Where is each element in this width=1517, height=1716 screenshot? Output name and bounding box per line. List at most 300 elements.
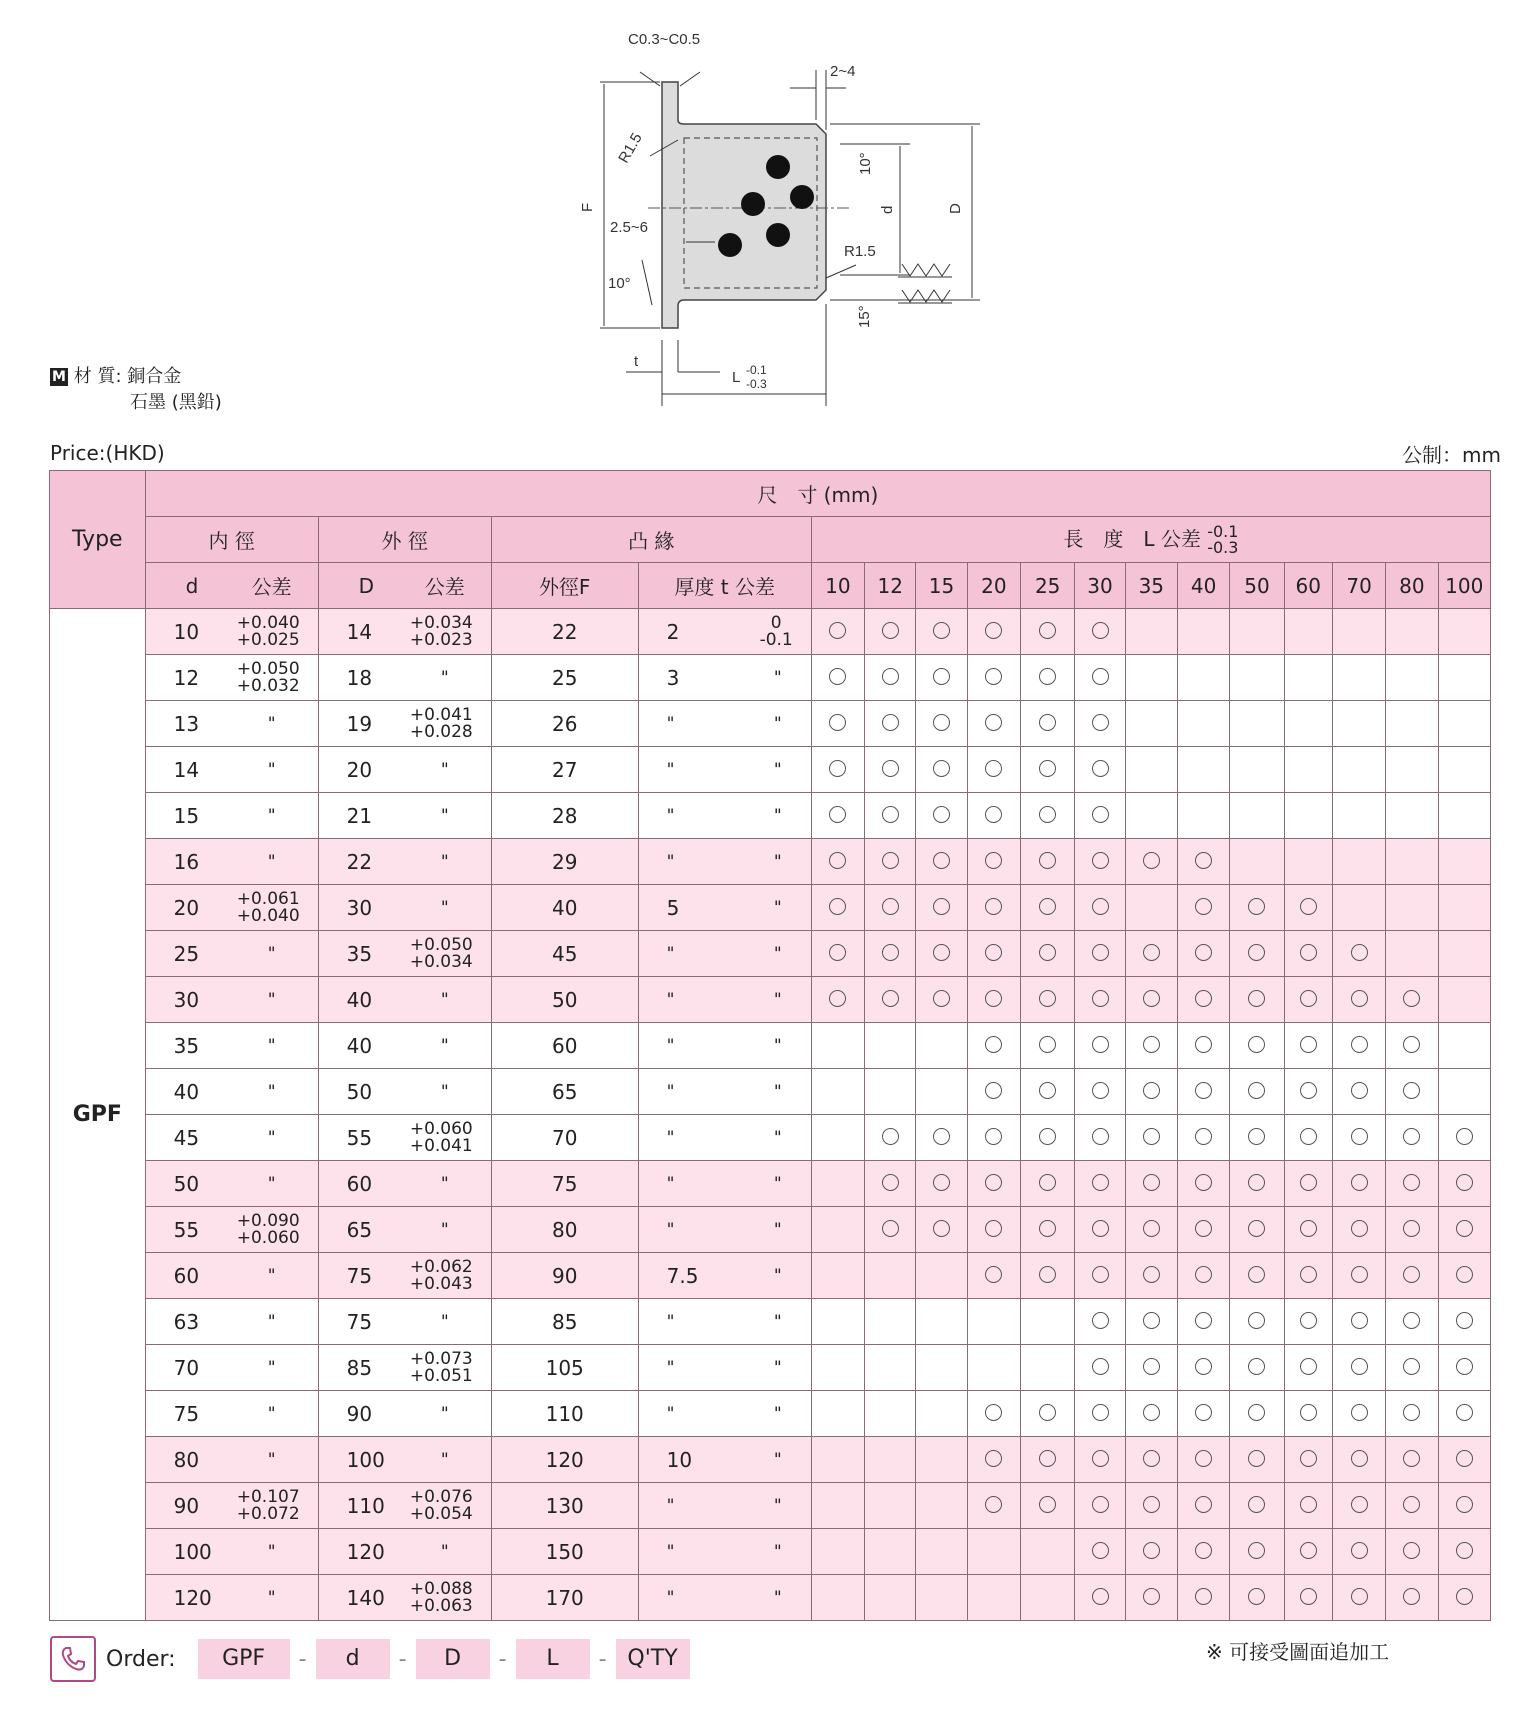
length-availability-cell xyxy=(916,1437,967,1483)
available-circle-icon xyxy=(1300,1128,1317,1145)
inner-diameter: 20 xyxy=(173,895,200,920)
length-availability-cell xyxy=(1230,609,1284,655)
inner-header: 内 徑 xyxy=(145,517,318,563)
available-circle-icon xyxy=(1351,1082,1368,1099)
order-part-qty: Q'TY xyxy=(616,1639,690,1679)
available-circle-icon xyxy=(1248,1450,1265,1467)
available-circle-icon xyxy=(1039,1450,1056,1467)
available-circle-icon xyxy=(1039,898,1056,915)
ditto-mark: " xyxy=(666,989,675,1010)
length-availability-cell xyxy=(811,1437,864,1483)
length-availability-cell xyxy=(1284,1069,1332,1115)
F-label: F xyxy=(579,202,596,212)
length-availability-cell xyxy=(1332,885,1385,931)
length-tol-lower: -0.3 xyxy=(1207,538,1239,558)
length-col-header: 80 xyxy=(1386,563,1438,609)
length-availability-cell xyxy=(1386,1575,1438,1621)
length-availability-cell xyxy=(811,1391,864,1437)
flange-diameter: 28 xyxy=(491,793,638,839)
available-circle-icon xyxy=(985,1266,1002,1283)
length-availability-cell xyxy=(1284,839,1332,885)
length-availability-cell xyxy=(1177,1391,1229,1437)
length-availability-cell xyxy=(1386,1115,1438,1161)
flange-diameter: 170 xyxy=(491,1575,638,1621)
inner-diameter: 63 xyxy=(173,1309,200,1334)
available-circle-icon xyxy=(933,898,950,915)
available-circle-icon xyxy=(1039,1128,1056,1145)
t-label: t xyxy=(634,353,639,370)
length-col-header: 70 xyxy=(1332,563,1385,609)
length-availability-cell xyxy=(1125,655,1177,701)
available-circle-icon xyxy=(882,806,899,823)
length-availability-cell xyxy=(1438,1299,1490,1345)
available-circle-icon xyxy=(1195,1542,1212,1559)
available-circle-icon xyxy=(1248,1358,1265,1375)
ditto-mark: " xyxy=(666,805,675,826)
length-availability-cell xyxy=(1230,1575,1284,1621)
available-circle-icon xyxy=(829,622,846,639)
outer-tolerance: +0.076 +0.054 xyxy=(409,1486,473,1524)
length-availability-cell xyxy=(811,701,864,747)
material-label: 材 質: xyxy=(73,366,122,387)
outer-diameter-cell xyxy=(318,1023,491,1069)
flange-diameter: 22 xyxy=(491,609,638,655)
available-circle-icon xyxy=(1403,1128,1420,1145)
outer-diameter: 90 xyxy=(346,1401,373,1426)
flange-thickness: 3 xyxy=(666,665,680,690)
inner-diameter: 25 xyxy=(173,941,200,966)
length-availability-cell xyxy=(1021,1253,1075,1299)
length-col-header: 10 xyxy=(811,563,864,609)
length-availability-cell xyxy=(1230,1115,1284,1161)
unit-label: 公制：mm xyxy=(1402,443,1501,467)
sub-d-tol: 公差 xyxy=(251,575,292,599)
sub-header-F: 外徑F xyxy=(491,563,638,609)
length-availability-cell xyxy=(1438,1253,1490,1299)
inner-diameter-cell xyxy=(145,1161,318,1207)
length-availability-cell xyxy=(1021,1207,1075,1253)
flange-thickness-cell xyxy=(638,747,811,793)
length-availability-cell xyxy=(1284,1207,1332,1253)
sub-d: d xyxy=(185,573,199,598)
ditto-mark: " xyxy=(773,667,782,688)
length-header xyxy=(811,517,1490,563)
ditto-mark: " xyxy=(773,1219,782,1240)
available-circle-icon xyxy=(882,668,899,685)
available-circle-icon xyxy=(1195,1450,1212,1467)
available-circle-icon xyxy=(1195,1174,1212,1191)
length-availability-cell xyxy=(1332,793,1385,839)
available-circle-icon xyxy=(882,1174,899,1191)
available-circle-icon xyxy=(1143,1220,1160,1237)
available-circle-icon xyxy=(1092,898,1109,915)
available-circle-icon xyxy=(1092,1220,1109,1237)
available-circle-icon xyxy=(1248,1128,1265,1145)
available-circle-icon xyxy=(1403,1542,1420,1559)
length-availability-cell xyxy=(1075,609,1125,655)
outer-tolerance: +0.041 +0.028 xyxy=(409,704,473,742)
d-label: d xyxy=(879,205,896,214)
flange-diameter: 26 xyxy=(491,701,638,747)
available-circle-icon xyxy=(985,1128,1002,1145)
length-availability-cell xyxy=(1021,609,1075,655)
length-availability-cell xyxy=(1177,701,1229,747)
available-circle-icon xyxy=(882,760,899,777)
length-availability-cell xyxy=(967,655,1020,701)
inner-diameter: 40 xyxy=(173,1079,200,1104)
length-availability-cell xyxy=(811,1207,864,1253)
length-availability-cell xyxy=(865,1023,916,1069)
length-availability-cell xyxy=(865,1069,916,1115)
available-circle-icon xyxy=(1092,1082,1109,1099)
length-col-header: 30 xyxy=(1075,563,1125,609)
outer-diameter-cell xyxy=(318,1115,491,1161)
length-availability-cell xyxy=(1230,1023,1284,1069)
outer-tolerance: +0.060 +0.041 xyxy=(409,1118,473,1156)
length-availability-cell xyxy=(1386,655,1438,701)
available-circle-icon xyxy=(1195,1312,1212,1329)
outer-diameter-cell xyxy=(318,1529,491,1575)
length-availability-cell xyxy=(865,1483,916,1529)
available-circle-icon xyxy=(1039,668,1056,685)
gap-label: 2~4 xyxy=(830,63,856,80)
length-availability-cell xyxy=(1177,885,1229,931)
length-availability-cell xyxy=(1332,1161,1385,1207)
available-circle-icon xyxy=(829,990,846,1007)
flange-diameter: 70 xyxy=(491,1115,638,1161)
length-availability-cell xyxy=(1284,977,1332,1023)
length-availability-cell xyxy=(1125,1069,1177,1115)
length-availability-cell xyxy=(865,931,916,977)
available-circle-icon xyxy=(985,622,1002,639)
available-circle-icon xyxy=(1456,1450,1473,1467)
thickness-tolerance: 0 -0.1 xyxy=(759,612,793,650)
length-availability-cell xyxy=(811,747,864,793)
sub-D-tol: 公差 xyxy=(424,575,465,599)
length-availability-cell xyxy=(916,1483,967,1529)
length-availability-cell xyxy=(1230,1253,1284,1299)
length-availability-cell xyxy=(1177,839,1229,885)
outer-diameter: 20 xyxy=(346,757,373,782)
length-availability-cell xyxy=(1125,747,1177,793)
length-availability-cell xyxy=(1075,1069,1125,1115)
outer-diameter-cell xyxy=(318,977,491,1023)
length-availability-cell xyxy=(1021,793,1075,839)
length-availability-cell xyxy=(1021,885,1075,931)
inner-diameter-cell xyxy=(145,1253,318,1299)
table-row xyxy=(50,1483,1491,1529)
table-row xyxy=(50,793,1491,839)
length-availability-cell xyxy=(1230,1529,1284,1575)
length-availability-cell xyxy=(1386,1437,1438,1483)
inner-diameter-cell xyxy=(145,977,318,1023)
inner-diameter: 90 xyxy=(173,1493,200,1518)
outer-diameter-cell xyxy=(318,1345,491,1391)
length-availability-cell xyxy=(1438,931,1490,977)
length-availability-cell xyxy=(916,885,967,931)
available-circle-icon xyxy=(1039,1496,1056,1513)
available-circle-icon xyxy=(933,760,950,777)
available-circle-icon xyxy=(1248,1588,1265,1605)
available-circle-icon xyxy=(1248,1266,1265,1283)
length-availability-cell xyxy=(811,609,864,655)
flange-thickness-cell xyxy=(638,701,811,747)
length-availability-cell xyxy=(967,1069,1020,1115)
outer-diameter: 18 xyxy=(346,665,373,690)
length-availability-cell xyxy=(1125,1253,1177,1299)
flange-thickness-cell xyxy=(638,839,811,885)
ditto-mark: " xyxy=(267,943,276,964)
available-circle-icon xyxy=(1248,1404,1265,1421)
available-circle-icon xyxy=(985,668,1002,685)
outer-diameter: 120 xyxy=(346,1539,385,1564)
outer-diameter: 100 xyxy=(346,1447,385,1472)
available-circle-icon xyxy=(1195,1082,1212,1099)
length-availability-cell xyxy=(1075,1207,1125,1253)
length-availability-cell xyxy=(1438,793,1490,839)
length-availability-cell xyxy=(811,839,864,885)
length-availability-cell xyxy=(916,839,967,885)
length-availability-cell xyxy=(865,1391,916,1437)
available-circle-icon xyxy=(1092,1588,1109,1605)
available-circle-icon xyxy=(933,1220,950,1237)
sub-header-d xyxy=(145,563,318,609)
order-part-d: d xyxy=(316,1639,390,1679)
length-availability-cell xyxy=(916,1345,967,1391)
length-availability-cell xyxy=(865,1161,916,1207)
inner-diameter: 70 xyxy=(173,1355,200,1380)
available-circle-icon xyxy=(1143,1358,1160,1375)
length-availability-cell xyxy=(916,655,967,701)
outer-diameter-cell xyxy=(318,747,491,793)
length-tolerance xyxy=(1207,524,1238,556)
ditto-mark: " xyxy=(440,1173,449,1194)
available-circle-icon xyxy=(1092,1450,1109,1467)
available-circle-icon xyxy=(1300,1036,1317,1053)
sub-header-t: 厚度 t 公差 xyxy=(638,563,811,609)
flange-thickness-cell xyxy=(638,1437,811,1483)
bushing-drawing xyxy=(560,20,1020,420)
length-availability-cell xyxy=(1332,977,1385,1023)
length-availability-cell xyxy=(1230,747,1284,793)
length-availability-cell xyxy=(1332,701,1385,747)
ditto-mark: " xyxy=(773,1265,782,1286)
available-circle-icon xyxy=(1195,1266,1212,1283)
table-row xyxy=(50,1069,1491,1115)
length-availability-cell xyxy=(967,1207,1020,1253)
available-circle-icon xyxy=(882,1220,899,1237)
available-circle-icon xyxy=(1248,1036,1265,1053)
ditto-mark: " xyxy=(267,805,276,826)
available-circle-icon xyxy=(1092,990,1109,1007)
order-part-L: L xyxy=(516,1639,590,1679)
length-availability-cell xyxy=(967,1437,1020,1483)
available-circle-icon xyxy=(1039,944,1056,961)
available-circle-icon xyxy=(829,944,846,961)
table-row xyxy=(50,1023,1491,1069)
table-row xyxy=(50,1345,1491,1391)
available-circle-icon xyxy=(1351,1588,1368,1605)
length-availability-cell xyxy=(1230,1299,1284,1345)
inner-diameter-cell xyxy=(145,1391,318,1437)
ditto-mark: " xyxy=(267,989,276,1010)
length-col-header: 40 xyxy=(1177,563,1229,609)
ditto-mark: " xyxy=(773,1449,782,1470)
available-circle-icon xyxy=(1039,714,1056,731)
inner-diameter: 50 xyxy=(173,1171,200,1196)
inner-diameter: 80 xyxy=(173,1447,200,1472)
flange-thickness-cell xyxy=(638,885,811,931)
available-circle-icon xyxy=(1092,1358,1109,1375)
available-circle-icon xyxy=(1143,852,1160,869)
length-availability-cell xyxy=(967,1161,1020,1207)
length-availability-cell xyxy=(1438,839,1490,885)
length-availability-cell xyxy=(811,931,864,977)
available-circle-icon xyxy=(1403,1082,1420,1099)
ditto-mark: " xyxy=(773,1495,782,1516)
outer-diameter-cell xyxy=(318,793,491,839)
available-circle-icon xyxy=(985,1450,1002,1467)
ditto-mark: " xyxy=(267,1357,276,1378)
angle-bottom-right-label: 15° xyxy=(856,305,873,328)
flange-diameter: 110 xyxy=(491,1391,638,1437)
length-availability-cell xyxy=(1177,655,1229,701)
ditto-mark: " xyxy=(773,989,782,1010)
length-availability-cell xyxy=(967,1483,1020,1529)
inner-diameter-cell xyxy=(145,1483,318,1529)
length-availability-cell xyxy=(1021,1299,1075,1345)
outer-diameter: 40 xyxy=(346,987,373,1012)
ditto-mark: " xyxy=(773,943,782,964)
flange-diameter: 65 xyxy=(491,1069,638,1115)
flange-thickness-cell xyxy=(638,1391,811,1437)
available-circle-icon xyxy=(1143,1496,1160,1513)
flange-thickness-cell xyxy=(638,1345,811,1391)
inner-diameter: 55 xyxy=(173,1217,200,1242)
flange-thickness: 7.5 xyxy=(666,1263,699,1288)
table-row xyxy=(50,655,1491,701)
outer-diameter: 14 xyxy=(346,619,373,644)
table-row xyxy=(50,839,1491,885)
inner-tolerance: +0.090 +0.060 xyxy=(236,1210,300,1248)
available-circle-icon xyxy=(1456,1174,1473,1191)
length-availability-cell xyxy=(967,1575,1020,1621)
type-value: GPF xyxy=(50,609,146,1621)
inner-diameter: 13 xyxy=(173,711,200,736)
inner-diameter-cell xyxy=(145,1345,318,1391)
inner-tolerance: +0.061 +0.040 xyxy=(236,888,300,926)
order-part-D: D xyxy=(416,1639,490,1679)
ditto-mark: " xyxy=(773,805,782,826)
available-circle-icon xyxy=(1248,898,1265,915)
ditto-mark: " xyxy=(440,805,449,826)
length-availability-cell xyxy=(1438,747,1490,793)
ditto-mark: " xyxy=(267,1403,276,1424)
length-availability-cell xyxy=(1075,747,1125,793)
available-circle-icon xyxy=(1248,1220,1265,1237)
available-circle-icon xyxy=(1143,1082,1160,1099)
available-circle-icon xyxy=(933,806,950,823)
table-row xyxy=(50,931,1491,977)
length-availability-cell xyxy=(1021,747,1075,793)
length-availability-cell xyxy=(1438,977,1490,1023)
length-availability-cell xyxy=(1438,1161,1490,1207)
length-availability-cell xyxy=(1284,747,1332,793)
length-availability-cell xyxy=(1021,839,1075,885)
flange-diameter: 27 xyxy=(491,747,638,793)
available-circle-icon xyxy=(1195,1128,1212,1145)
length-availability-cell xyxy=(865,1529,916,1575)
available-circle-icon xyxy=(1092,1542,1109,1559)
length-availability-cell xyxy=(1332,1529,1385,1575)
available-circle-icon xyxy=(1403,1358,1420,1375)
L-label: L xyxy=(732,369,741,386)
table-row xyxy=(50,747,1491,793)
length-col-header: 35 xyxy=(1125,563,1177,609)
length-availability-cell xyxy=(1125,1483,1177,1529)
available-circle-icon xyxy=(1456,1266,1473,1283)
ditto-mark: " xyxy=(267,1265,276,1286)
length-availability-cell xyxy=(967,1115,1020,1161)
length-availability-cell xyxy=(811,1575,864,1621)
type-header: Type xyxy=(50,471,146,609)
length-availability-cell xyxy=(865,1299,916,1345)
length-availability-cell xyxy=(1284,885,1332,931)
available-circle-icon xyxy=(1143,1174,1160,1191)
length-availability-cell xyxy=(1332,609,1385,655)
ditto-mark: " xyxy=(440,1081,449,1102)
ditto-mark: " xyxy=(440,989,449,1010)
flange-diameter: 85 xyxy=(491,1299,638,1345)
available-circle-icon xyxy=(1351,1266,1368,1283)
available-circle-icon xyxy=(1351,1358,1368,1375)
length-availability-cell xyxy=(1438,1391,1490,1437)
length-availability-cell xyxy=(1284,1253,1332,1299)
length-availability-cell xyxy=(1230,1391,1284,1437)
flange-diameter: 90 xyxy=(491,1253,638,1299)
length-availability-cell xyxy=(1177,1069,1229,1115)
ditto-mark: " xyxy=(666,1173,675,1194)
length-availability-cell xyxy=(811,1483,864,1529)
available-circle-icon xyxy=(1248,1174,1265,1191)
flange-diameter: 29 xyxy=(491,839,638,885)
length-availability-cell xyxy=(1125,1161,1177,1207)
length-availability-cell xyxy=(1332,1437,1385,1483)
length-availability-cell xyxy=(1075,701,1125,747)
length-availability-cell xyxy=(865,747,916,793)
ditto-mark: " xyxy=(666,1495,675,1516)
table-row xyxy=(50,1299,1491,1345)
length-availability-cell xyxy=(1386,1253,1438,1299)
flange-thickness-cell xyxy=(638,655,811,701)
length-availability-cell xyxy=(1386,839,1438,885)
ditto-mark: " xyxy=(440,759,449,780)
length-availability-cell xyxy=(1021,655,1075,701)
length-availability-cell xyxy=(1021,931,1075,977)
table-row xyxy=(50,1161,1491,1207)
available-circle-icon xyxy=(1300,1174,1317,1191)
outer-tolerance: +0.050 +0.034 xyxy=(409,934,473,972)
length-availability-cell xyxy=(1284,1437,1332,1483)
ditto-mark: " xyxy=(773,1403,782,1424)
ditto-mark: " xyxy=(440,1541,449,1562)
flange-thickness-cell xyxy=(638,609,811,655)
available-circle-icon xyxy=(1195,898,1212,915)
length-availability-cell xyxy=(1332,1253,1385,1299)
available-circle-icon xyxy=(1351,1496,1368,1513)
length-availability-cell xyxy=(1075,839,1125,885)
length-availability-cell xyxy=(1177,1575,1229,1621)
